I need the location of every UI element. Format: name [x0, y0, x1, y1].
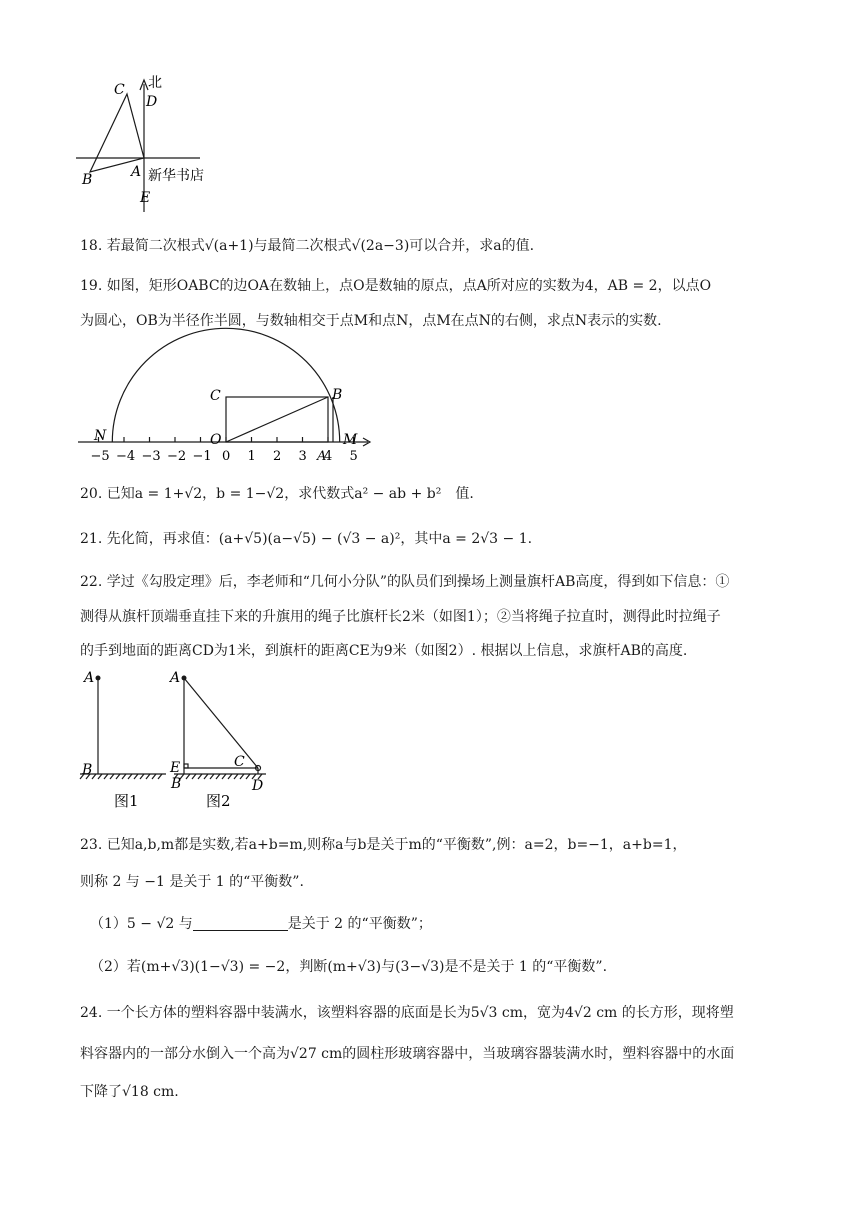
question-19-line-2: 为圆心，OB为半径作半圆，与数轴相交于点M和点N，点M在点N的右侧，求点N表示的实数.: [80, 313, 662, 329]
label-A: A: [131, 164, 142, 180]
tick-label: −3: [141, 449, 161, 464]
tick-label: 0: [222, 449, 231, 464]
label-N: N: [94, 428, 107, 444]
fig1-caption: 图1: [114, 792, 139, 810]
tick-label: −4: [116, 449, 136, 464]
label-E: E: [140, 190, 151, 206]
fig2-label-B: B: [171, 776, 182, 792]
label-north: 北: [148, 75, 162, 91]
question-18: 18. 若最简二次根式√(a+1)与最简二次根式√(2a−3)可以合并，求a的值.: [80, 238, 535, 254]
fig2-label-C: C: [234, 754, 245, 770]
figure-bookstore-compass: [70, 70, 240, 220]
tick-label: 1: [247, 449, 256, 464]
fig1-label-B: B: [82, 762, 93, 778]
part-1-suffix: 是关于 2 的“平衡数”；: [287, 916, 432, 932]
fig1-label-A: A: [84, 670, 95, 686]
label-B: B: [332, 387, 343, 403]
part-1-prefix: （1）5 − √2 与: [90, 916, 193, 932]
label-D: D: [146, 94, 158, 110]
segment-OB: [226, 397, 328, 442]
fig2-caption: 图2: [206, 792, 231, 810]
label-B: B: [82, 172, 93, 188]
question-23-line-1: 23. 已知a,b,m都是实数,若a+b=m,则称a与b是关于m的“平衡数”,例：a=2，b=−1，a+b=1，: [80, 837, 687, 853]
tick-label: 3: [298, 449, 307, 464]
label-O: O: [210, 432, 222, 448]
question-20: 20. 已知a = 1+√2，b = 1−√2，求代数式a² − ab + b² 值.: [80, 486, 474, 502]
label-M: M: [343, 432, 358, 448]
label-C: C: [210, 388, 221, 404]
answer-blank: [193, 916, 288, 931]
question-22-line-2: 测得从旗杆顶端垂直挂下来的升旗用的绳子比旗杆长2米（如图1）；②当将绳子拉直时，测得此时拉绳子: [80, 609, 721, 625]
question-23-line-2: 则称 2 与 −1 是关于 1 的“平衡数”.: [80, 874, 304, 890]
figure-flagpole: [74, 668, 284, 816]
question-22-line-1: 22. 学过《勾股定理》后，李老师和“几何小分队”的队员们到操场上测量旗杆AB高度，得到如下信息：①: [80, 574, 730, 590]
question-19-line-1: 19. 如图，矩形OABC的边OA在数轴上，点O是数轴的原点，点A所对应的实数为4，AB = 2，以点O: [80, 278, 712, 294]
question-24-line-2: 料容器内的一部分水倒入一个高为√27 cm的圆柱形玻璃容器中，当玻璃容器装满水时，塑料容器中的水面: [80, 1046, 735, 1062]
tick-label: −2: [167, 449, 187, 464]
label-A: A: [317, 449, 327, 464]
fig2-label-A: A: [170, 670, 181, 686]
question-22-line-3: 的手到地面的距离CD为1米，到旗杆的距离CE为9米（如图2）. 根据以上信息，求旗杆AB的高度.: [80, 643, 688, 659]
tick-label: 4: [324, 449, 333, 464]
figure-semicircle-numberline: [70, 340, 380, 470]
tick-label: −5: [90, 449, 110, 464]
question-23-part-2: （2）若(m+√3)(1−√3) = −2，判断(m+√3)与(3−√3)是不是关于 1 的“平衡数”.: [90, 959, 608, 975]
question-24-line-1: 24. 一个长方体的塑料容器中装满水，该塑料容器的底面是长为5√3 cm，宽为4√2 cm 的长方形，现将塑: [80, 1005, 734, 1021]
question-21: 21. 先化简，再求值：(a+√5)(a−√5) − (√3 − a)²，其中a = 2√3 − 1.: [80, 531, 533, 547]
label-C: C: [114, 82, 125, 98]
question-24-line-3: 下降了√18 cm.: [80, 1084, 179, 1100]
question-23-part-1: [90, 912, 800, 936]
tick-label: 5: [349, 449, 358, 464]
label-store: 新华书店: [148, 168, 204, 184]
tick-label: −1: [192, 449, 212, 464]
fig2-label-D: D: [252, 778, 264, 794]
tick-label: 2: [273, 449, 282, 464]
fig2-label-E: E: [170, 760, 181, 776]
